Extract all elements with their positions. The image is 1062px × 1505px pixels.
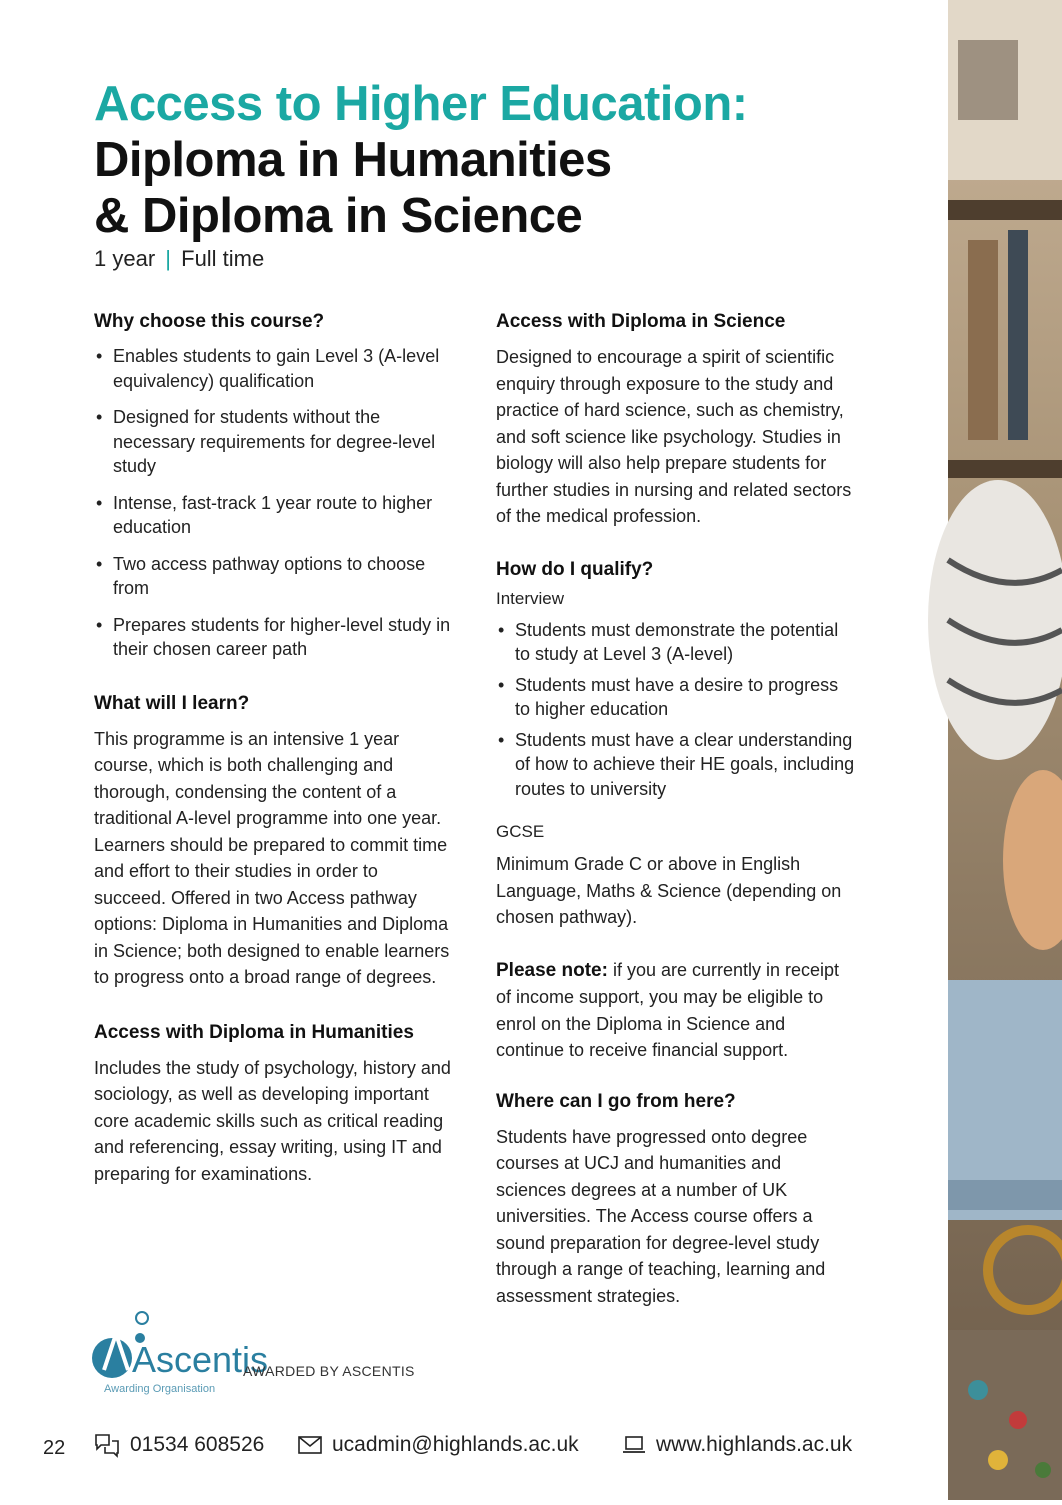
why-list: [94, 344, 454, 662]
humanities-text: Includes the study of psychology, history and sociology, as well as developing important core academic skills such as critical reading and referencing, essay writing, using IT and preparing for examinations.: [94, 1057, 451, 1184]
gcse-text: Minimum Grade C or above in English Language, Maths & Science (depending on chosen pathway).: [496, 854, 842, 927]
learn-section: [94, 692, 454, 991]
duration-separator: |: [165, 246, 171, 271]
course-duration: [94, 246, 264, 272]
duration-text: 1 year: [94, 246, 156, 271]
page-title: [94, 76, 914, 244]
ascentis-logo-graphic: [90, 1308, 269, 1400]
note-lead: Please note:: [496, 959, 608, 981]
left-column: [94, 310, 454, 1187]
phone-contact[interactable]: [94, 1433, 264, 1457]
email-contact[interactable]: [298, 1433, 579, 1457]
logo-wordmark: Ascentis: [132, 1339, 269, 1380]
laptop-icon: [622, 1435, 646, 1455]
list-item: • Students must have a desire to progress to higher education: [496, 673, 856, 722]
page-number: 22: [43, 1437, 66, 1459]
list-item: • Two access pathway options to choose from: [94, 552, 454, 601]
learn-text: This programme is an intensive 1 year course, which is both challenging and thorough, condensing the content of a traditional A-level programme into one year. Learners should be prepared to commit time and effort to their studies in order to succeed. Offered in two Access pathway options: Diploma in Humanities and Diploma in Science; both designed to enable learners to progress onto a broad range of degrees.: [94, 728, 450, 987]
logo-tagline: Awarding Organisation: [104, 1383, 216, 1395]
right-column: [496, 310, 856, 1309]
why-heading: Why choose this course?: [94, 311, 325, 332]
note-paragraph: [496, 957, 856, 1064]
envelope-icon: [298, 1436, 322, 1454]
humanities-heading: Access with Diploma in Humanities: [94, 1021, 414, 1043]
science-heading: Access with Diploma in Science: [496, 311, 786, 332]
list-item: • Designed for students without the necessary requirements for degree-level study: [94, 405, 454, 479]
list-item: • Students must have a clear understanding of how to achieve their HE goals, including routes to university: [496, 728, 856, 802]
list-item: • Prepares students for higher-level study in their chosen career path: [94, 613, 454, 662]
science-text: Designed to encourage a spirit of scientific enquiry through exposure to the study and practice of hard science, such as chemistry, and soft science like psychology. Studies in biology will also help prepare students for further studies in nursing and related sectors of the medical profession.: [496, 347, 852, 526]
chat-phone-icon: [94, 1433, 120, 1457]
qualify-section: [496, 558, 856, 931]
note-section: [496, 957, 856, 1064]
side-photo: [948, 0, 1062, 1500]
interview-label: Interview: [496, 588, 565, 608]
page-footer: [0, 1425, 940, 1475]
gcse-label: GCSE: [496, 822, 545, 841]
progression-section: [496, 1090, 856, 1310]
humanities-section: [94, 1021, 454, 1188]
website-url: www.highlands.ac.uk: [656, 1433, 853, 1456]
interview-list: [496, 618, 856, 802]
title-line-2: Diploma in Humanities: [94, 133, 612, 187]
mode-text: Full time: [181, 246, 265, 271]
note-text: if you are currently in receipt of income support, you may be eligible to enrol on the Diploma in Science and continue to receive financial support.: [496, 959, 840, 1060]
progression-text: Students have progressed onto degree courses at UCJ and humanities and sciences degrees at a number of UK universities. The Access course offers a sound preparation for degree-level study through a range of teaching, learning and assessment strategies.: [496, 1126, 826, 1306]
side-photo-graphic: [948, 0, 1062, 1500]
list-item: • Enables students to gain Level 3 (A-level equivalency) qualification: [94, 344, 454, 393]
title-line-1: Access to Higher Education:: [94, 77, 748, 131]
title-line-3: & Diploma in Science: [94, 189, 583, 243]
ascentis-logo: [90, 1308, 420, 1400]
learn-heading: What will I learn?: [94, 692, 250, 714]
phone-number: 01534 608526: [130, 1433, 265, 1456]
email-address: ucadmin@highlands.ac.uk: [332, 1433, 579, 1456]
list-item: • Intense, fast-track 1 year route to higher education: [94, 491, 454, 540]
progression-heading: Where can I go from here?: [496, 1090, 736, 1112]
science-section: [496, 310, 856, 530]
website-contact[interactable]: [622, 1433, 852, 1457]
list-item: • Students must demonstrate the potential to study at Level 3 (A-level): [496, 618, 856, 667]
award-text: AWARDED BY ASCENTIS: [243, 1363, 415, 1379]
why-section: [94, 310, 454, 662]
qualify-heading: How do I qualify?: [496, 558, 654, 580]
